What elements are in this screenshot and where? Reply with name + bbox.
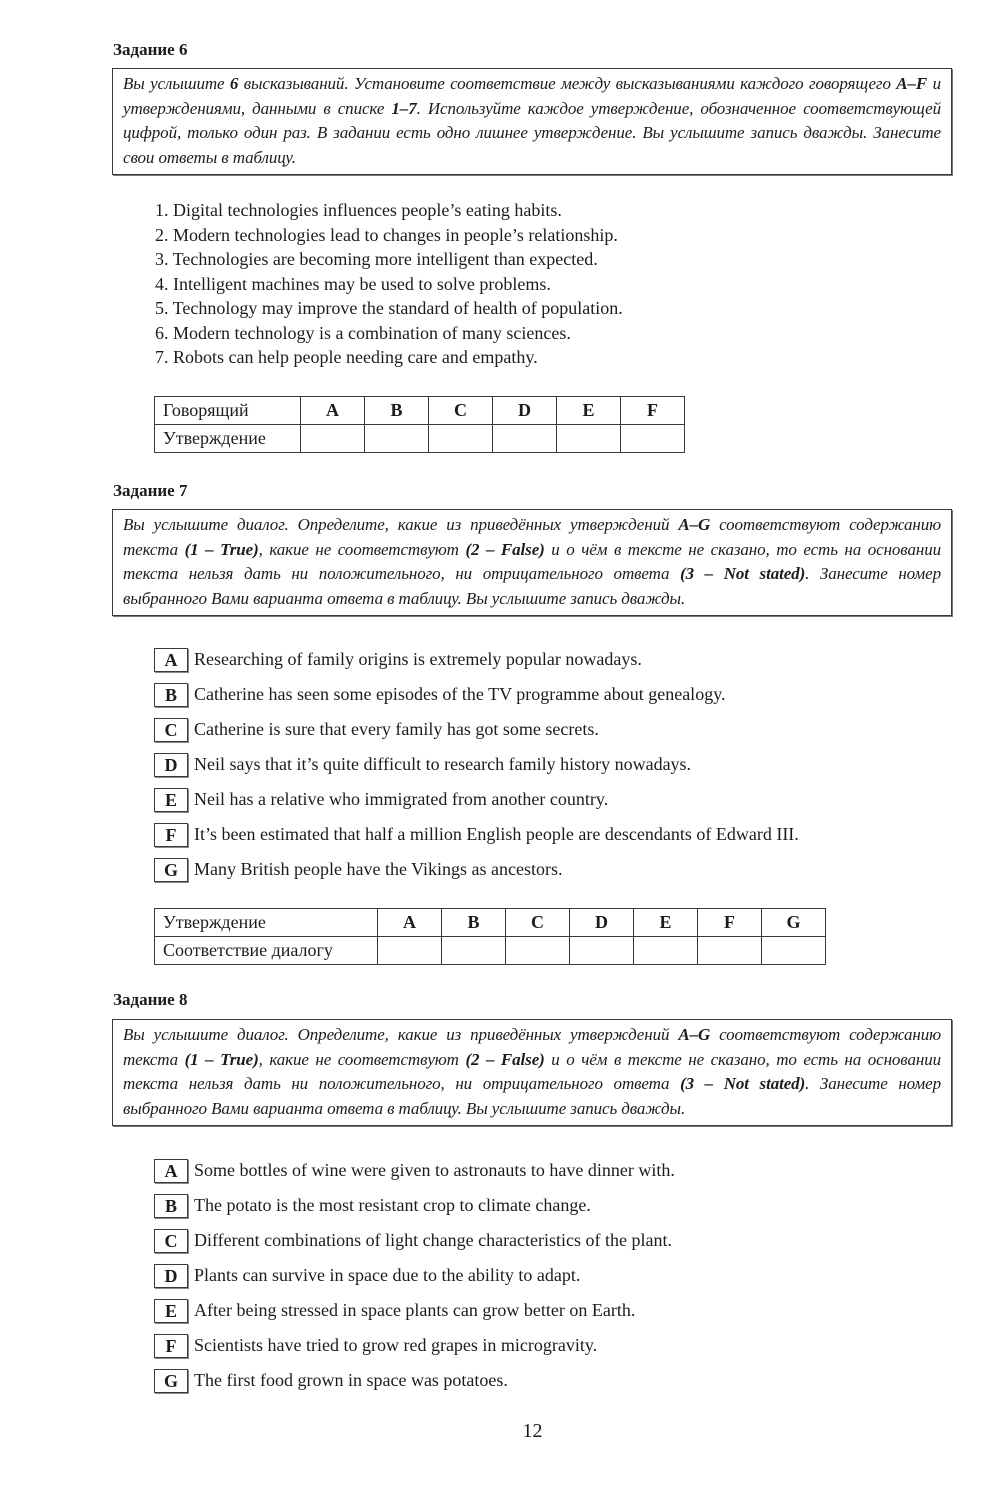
task8-title: Задание 8 <box>113 990 188 1009</box>
statement-letter-box: D <box>154 753 188 777</box>
statement-text: Plants can survive in space due to the ability to adapt. <box>194 1265 581 1285</box>
list-item: 7. Robots can help people needing care and empathy. <box>155 347 538 367</box>
statement-letter-box: E <box>154 788 188 812</box>
statement-text: Catherine is sure that every family has got some secrets. <box>194 719 599 739</box>
task6-statement-list <box>155 198 623 370</box>
list-item: 4. Intelligent machines may be used to solve problems. <box>155 273 551 294</box>
table-row <box>155 937 826 965</box>
list-item: 2. Modern technologies lead to changes in people’s relationship. <box>155 224 618 245</box>
column-header: A <box>301 397 365 425</box>
task7-answer-table <box>154 908 826 965</box>
statement-text: Scientists have tried to grow red grapes in microgravity. <box>194 1335 598 1355</box>
answer-cell[interactable] <box>301 425 365 453</box>
answer-cell[interactable] <box>698 937 762 965</box>
table-row <box>155 425 685 453</box>
task6-instruction: Вы услышите 6 высказываний. Установите соответствие между высказываниями каждого говорящего A–F и утверждениями, данными в списке 1–7. Используйте каждое утверждение, обозначенное соответствующей цифрой, только один раз. В задании есть одно лишнее утверждение. Вы услышите запись дважды. Занесите свои ответы в таблицу. <box>112 68 952 175</box>
list-item: 1. Digital technologies influences people’s eating habits. <box>155 200 562 220</box>
statement-letter-box: A <box>154 1159 188 1183</box>
statement-letter-box: F <box>154 1334 188 1358</box>
answer-cell[interactable] <box>634 937 698 965</box>
list-item: 3. Technologies are becoming more intelligent than expected. <box>155 249 598 269</box>
statement-item <box>154 1188 675 1223</box>
statement-text: The potato is the most resistant crop to climate change. <box>194 1195 591 1215</box>
statement-text: Catherine has seen some episodes of the TV programme about genealogy. <box>194 684 726 704</box>
statement-letter-box: C <box>154 718 188 742</box>
statement-text: Different combinations of light change characteristics of the plant. <box>194 1230 673 1250</box>
statement-text: Many British people have the Vikings as ancestors. <box>194 859 563 879</box>
statement-text: Neil says that it’s quite difficult to research family history nowadays. <box>194 754 692 774</box>
statement-text: Researching of family origins is extremely popular nowadays. <box>194 649 642 669</box>
row-label: Утверждение <box>155 425 301 453</box>
answer-cell[interactable] <box>506 937 570 965</box>
statement-item <box>154 1363 675 1398</box>
task7-title: Задание 7 <box>113 481 188 500</box>
statement-item <box>154 747 799 782</box>
table-row <box>155 909 826 937</box>
statement-item <box>154 817 799 852</box>
column-header: D <box>570 909 634 937</box>
statement-text: The first food grown in space was potatoes. <box>194 1370 508 1390</box>
task6-answer-table <box>154 396 685 453</box>
statement-letter-box: C <box>154 1229 188 1253</box>
statement-text: Neil has a relative who immigrated from another country. <box>194 789 609 809</box>
answer-cell[interactable] <box>493 425 557 453</box>
task7-statements <box>154 642 799 887</box>
column-header: B <box>442 909 506 937</box>
task6-title: Задание 6 <box>113 40 188 59</box>
statement-item <box>154 1258 675 1293</box>
answer-cell[interactable] <box>365 425 429 453</box>
statement-item <box>154 1293 675 1328</box>
task8-instruction: Вы услышите диалог. Определите, какие из приведённых утверждений A–G соответствуют содержанию текста (1 – True), какие не соответствуют (2 – False) и о чём в тексте не сказано, то есть на основании текста нельзя дать ни положительного, ни отрицательного ответа (3 – Not stated). Занесите номер выбранного Вами варианта ответа в таблицу. Вы услышите запись дважды. <box>112 1019 952 1126</box>
answer-cell[interactable] <box>621 425 685 453</box>
statement-text: Some bottles of wine were given to astronauts to have dinner with. <box>194 1160 675 1180</box>
page-number: 12 <box>522 1420 543 1442</box>
column-header: C <box>429 397 493 425</box>
table-row <box>155 397 685 425</box>
statement-item <box>154 1223 675 1258</box>
answer-cell[interactable] <box>429 425 493 453</box>
statement-text: After being stressed in space plants can grow better on Earth. <box>194 1300 636 1320</box>
list-item: 5. Technology may improve the standard of health of population. <box>155 298 623 318</box>
row-label: Соответствие диалогу <box>155 937 378 965</box>
column-header: C <box>506 909 570 937</box>
column-header: F <box>698 909 762 937</box>
statement-letter-box: G <box>154 858 188 882</box>
statement-letter-box: E <box>154 1299 188 1323</box>
task7-instruction: Вы услышите диалог. Определите, какие из приведённых утверждений A–G соответствуют содержанию текста (1 – True), какие не соответствуют (2 – False) и о чём в тексте не сказано, то есть на основании текста нельзя дать ни положительного, ни отрицательного ответа (3 – Not stated). Занесите номер выбранного Вами варианта ответа в таблицу. Вы услышите запись дважды. <box>112 509 952 616</box>
statement-letter-box: D <box>154 1264 188 1288</box>
statement-text: It’s been estimated that half a million English people are descendants of Edward III. <box>194 824 799 844</box>
statement-item <box>154 852 799 887</box>
statement-item <box>154 642 799 677</box>
answer-cell[interactable] <box>557 425 621 453</box>
statement-letter-box: G <box>154 1369 188 1393</box>
column-header: E <box>634 909 698 937</box>
task8-statements <box>154 1153 675 1398</box>
answer-cell[interactable] <box>762 937 826 965</box>
answer-cell[interactable] <box>442 937 506 965</box>
column-header: B <box>365 397 429 425</box>
statement-item <box>154 1153 675 1188</box>
answer-cell[interactable] <box>570 937 634 965</box>
list-item: 6. Modern technology is a combination of many sciences. <box>155 322 571 343</box>
column-header: F <box>621 397 685 425</box>
column-header: A <box>378 909 442 937</box>
statement-item <box>154 677 799 712</box>
statement-letter-box: B <box>154 1194 188 1218</box>
column-header: D <box>493 397 557 425</box>
statement-item <box>154 1328 675 1363</box>
row-label: Говорящий <box>155 397 301 425</box>
statement-item <box>154 712 799 747</box>
statement-letter-box: F <box>154 823 188 847</box>
column-header: E <box>557 397 621 425</box>
statement-letter-box: A <box>154 648 188 672</box>
answer-cell[interactable] <box>378 937 442 965</box>
row-label: Утверждение <box>155 909 378 937</box>
statement-item <box>154 782 799 817</box>
column-header: G <box>762 909 826 937</box>
statement-letter-box: B <box>154 683 188 707</box>
